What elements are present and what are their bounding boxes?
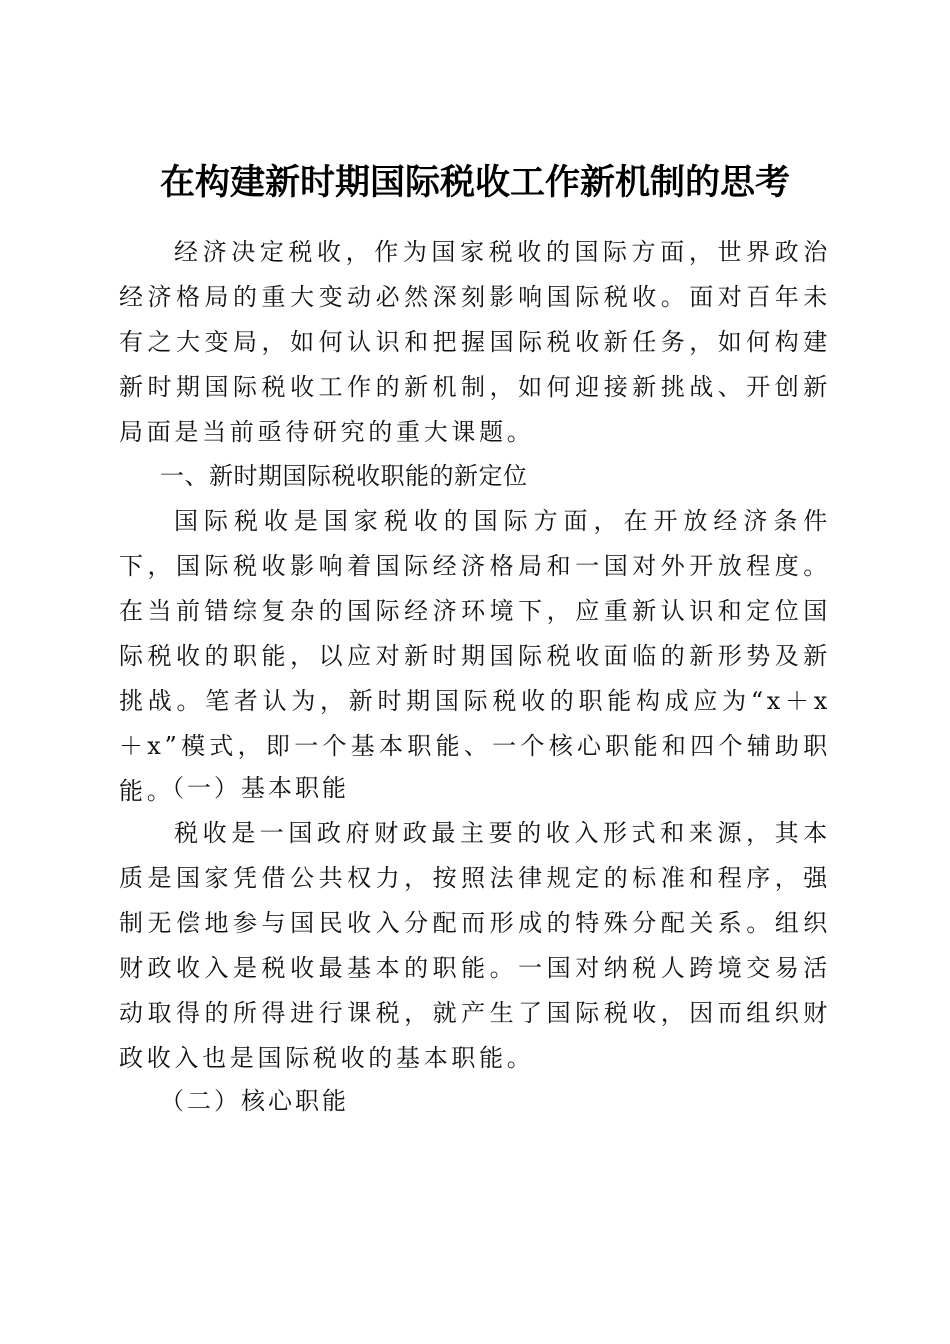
subsection-1-heading: （一）基本职能 xyxy=(160,774,349,802)
section-1-heading: 一、新时期国际税收职能的新定位 xyxy=(160,462,528,490)
intro-paragraph: 经济决定税收，作为国家税收的国际方面，世界政治经济格局的重大变动必然深刻影响国际税收。面对百年未有之大变局，如何认识和把握国际税收新任务，如何构建新时期国际税收工作的新机制，如何迎接新挑战、开创新局面是当前亟待研究的重大课题。 xyxy=(119,238,831,446)
subsection-1-paragraph: 税收是一国政府财政最主要的收入形式和来源，其本质是国家凭借公共权力，按照法律规定的标准和程序，强制无偿地参与国民收入分配而形成的特殊分配关系。组织财政收入是税收最基本的职能。一国对纳税人跨境交易活动取得的所得进行课税，就产生了国际税收，因而组织财政收入也是国际税收的基本职能。 xyxy=(119,819,831,1072)
section-1-paragraph: 国际税收是国家税收的国际方面，在开放经济条件下，国际税收影响着国际经济格局和一国对外开放程度。在当前错综复杂的国际经济环境下，应重新认识和定位国际税收的职能，以应对新时期国际税收面临的新形势及新挑战。笔者认为，新时期国际税收的职能构成应为“x＋x＋x”模式，即一个基本职能、一个核心职能和四个辅助职能。 xyxy=(119,507,831,805)
document-title: 在构建新时期国际税收工作新机制的思考 xyxy=(159,162,790,204)
subsection-2-heading: （二）核心职能 xyxy=(160,1087,349,1115)
